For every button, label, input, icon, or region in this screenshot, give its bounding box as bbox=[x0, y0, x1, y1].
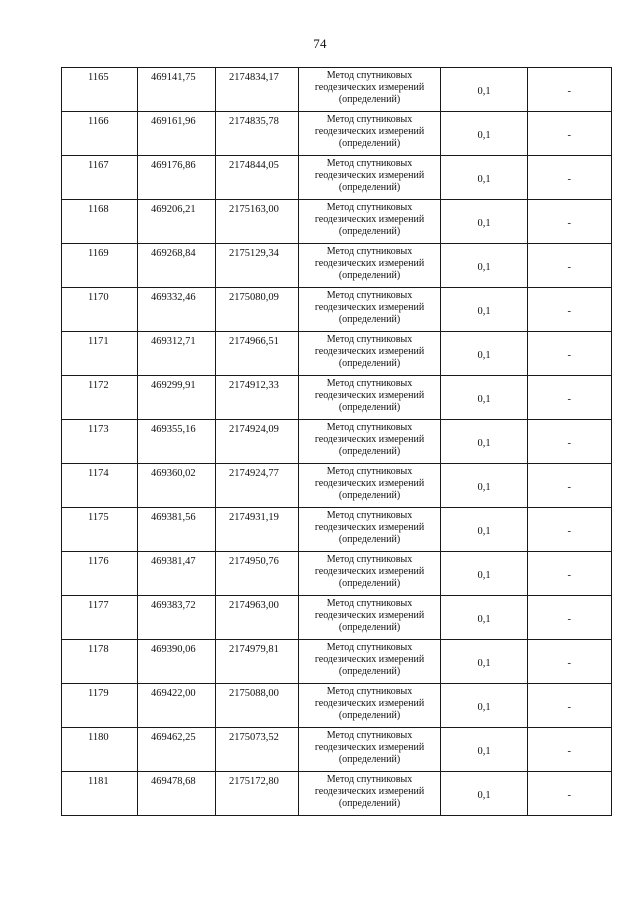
method-line: Метод спутниковых bbox=[326, 510, 413, 521]
method-cell bbox=[299, 640, 441, 684]
method-line: (определений) bbox=[338, 446, 401, 457]
method-line: Метод спутниковых bbox=[326, 378, 413, 389]
point-number-cell: 1180 bbox=[62, 728, 138, 772]
x-coordinate-cell: 469422,00 bbox=[138, 684, 216, 728]
point-number-cell: 1169 bbox=[62, 244, 138, 288]
description-cell: - bbox=[528, 772, 612, 816]
method-line: Метод спутниковых bbox=[326, 598, 413, 609]
x-coordinate-cell: 469478,68 bbox=[138, 772, 216, 816]
method-line: геодезических измерений bbox=[314, 170, 425, 181]
point-number-cell: 1171 bbox=[62, 332, 138, 376]
page-number: 74 bbox=[313, 36, 327, 51]
x-coordinate-cell: 469462,25 bbox=[138, 728, 216, 772]
method-line: геодезических измерений bbox=[314, 346, 425, 357]
description-cell: - bbox=[528, 68, 612, 112]
method-line: Метод спутниковых bbox=[326, 70, 413, 81]
y-coordinate-cell: 2174844,05 bbox=[216, 156, 299, 200]
y-coordinate-cell: 2174963,00 bbox=[216, 596, 299, 640]
method-cell bbox=[299, 596, 441, 640]
y-coordinate-cell: 2174931,19 bbox=[216, 508, 299, 552]
accuracy-cell: 0,1 bbox=[441, 640, 528, 684]
x-coordinate-cell: 469176,86 bbox=[138, 156, 216, 200]
description-cell: - bbox=[528, 464, 612, 508]
point-number-cell: 1170 bbox=[62, 288, 138, 332]
method-line: Метод спутниковых bbox=[326, 422, 413, 433]
method-cell bbox=[299, 332, 441, 376]
accuracy-cell: 0,1 bbox=[441, 420, 528, 464]
table-row bbox=[62, 552, 612, 596]
accuracy-cell: 0,1 bbox=[441, 464, 528, 508]
method-line: (определений) bbox=[338, 534, 401, 545]
accuracy-cell: 0,1 bbox=[441, 552, 528, 596]
accuracy-cell: 0,1 bbox=[441, 596, 528, 640]
x-coordinate-cell: 469161,96 bbox=[138, 112, 216, 156]
x-coordinate-cell: 469299,91 bbox=[138, 376, 216, 420]
method-cell bbox=[299, 68, 441, 112]
method-line: (определений) bbox=[338, 94, 401, 105]
method-cell bbox=[299, 288, 441, 332]
x-coordinate-cell: 469360,02 bbox=[138, 464, 216, 508]
method-cell bbox=[299, 772, 441, 816]
table-row bbox=[62, 508, 612, 552]
y-coordinate-cell: 2174835,78 bbox=[216, 112, 299, 156]
point-number-cell: 1167 bbox=[62, 156, 138, 200]
coordinates-table-body bbox=[62, 68, 612, 816]
x-coordinate-cell: 469390,06 bbox=[138, 640, 216, 684]
table-row bbox=[62, 156, 612, 200]
y-coordinate-cell: 2175088,00 bbox=[216, 684, 299, 728]
point-number-cell: 1181 bbox=[62, 772, 138, 816]
method-line: (определений) bbox=[338, 710, 401, 721]
description-cell: - bbox=[528, 508, 612, 552]
accuracy-cell: 0,1 bbox=[441, 156, 528, 200]
accuracy-cell: 0,1 bbox=[441, 332, 528, 376]
accuracy-cell: 0,1 bbox=[441, 772, 528, 816]
method-cell bbox=[299, 200, 441, 244]
y-coordinate-cell: 2174924,77 bbox=[216, 464, 299, 508]
description-cell: - bbox=[528, 376, 612, 420]
point-number-cell: 1166 bbox=[62, 112, 138, 156]
method-line: (определений) bbox=[338, 490, 401, 501]
point-number-cell: 1174 bbox=[62, 464, 138, 508]
method-line: геодезических измерений bbox=[314, 522, 425, 533]
description-cell: - bbox=[528, 640, 612, 684]
y-coordinate-cell: 2175172,80 bbox=[216, 772, 299, 816]
table-row bbox=[62, 640, 612, 684]
x-coordinate-cell: 469381,56 bbox=[138, 508, 216, 552]
method-line: Метод спутниковых bbox=[326, 158, 413, 169]
method-line: (определений) bbox=[338, 226, 401, 237]
method-line: Метод спутниковых bbox=[326, 554, 413, 565]
table-row bbox=[62, 596, 612, 640]
method-line: геодезических измерений bbox=[314, 126, 425, 137]
method-line: (определений) bbox=[338, 578, 401, 589]
point-number-cell: 1172 bbox=[62, 376, 138, 420]
description-cell: - bbox=[528, 596, 612, 640]
x-coordinate-cell: 469206,21 bbox=[138, 200, 216, 244]
table-row bbox=[62, 288, 612, 332]
accuracy-cell: 0,1 bbox=[441, 288, 528, 332]
method-line: геодезических измерений bbox=[314, 610, 425, 621]
method-line: (определений) bbox=[338, 402, 401, 413]
description-cell: - bbox=[528, 288, 612, 332]
method-line: Метод спутниковых bbox=[326, 202, 413, 213]
description-cell: - bbox=[528, 684, 612, 728]
point-number-cell: 1165 bbox=[62, 68, 138, 112]
method-line: геодезических измерений bbox=[314, 654, 425, 665]
method-line: геодезических измерений bbox=[314, 82, 425, 93]
description-cell: - bbox=[528, 156, 612, 200]
method-line: геодезических измерений bbox=[314, 566, 425, 577]
method-line: (определений) bbox=[338, 666, 401, 677]
y-coordinate-cell: 2174924,09 bbox=[216, 420, 299, 464]
point-number-cell: 1178 bbox=[62, 640, 138, 684]
accuracy-cell: 0,1 bbox=[441, 200, 528, 244]
method-line: (определений) bbox=[338, 358, 401, 369]
point-number-cell: 1179 bbox=[62, 684, 138, 728]
point-number-cell: 1177 bbox=[62, 596, 138, 640]
method-line: (определений) bbox=[338, 182, 401, 193]
description-cell: - bbox=[528, 200, 612, 244]
y-coordinate-cell: 2175129,34 bbox=[216, 244, 299, 288]
method-line: Метод спутниковых bbox=[326, 686, 413, 697]
method-line: (определений) bbox=[338, 754, 401, 765]
x-coordinate-cell: 469312,71 bbox=[138, 332, 216, 376]
x-coordinate-cell: 469381,47 bbox=[138, 552, 216, 596]
description-cell: - bbox=[528, 332, 612, 376]
point-number-cell: 1168 bbox=[62, 200, 138, 244]
method-cell bbox=[299, 728, 441, 772]
point-number-cell: 1173 bbox=[62, 420, 138, 464]
accuracy-cell: 0,1 bbox=[441, 684, 528, 728]
table-row bbox=[62, 112, 612, 156]
method-line: геодезических измерений bbox=[314, 478, 425, 489]
y-coordinate-cell: 2174979,81 bbox=[216, 640, 299, 684]
method-cell bbox=[299, 552, 441, 596]
method-line: (определений) bbox=[338, 138, 401, 149]
table-row bbox=[62, 376, 612, 420]
table-row bbox=[62, 728, 612, 772]
y-coordinate-cell: 2175080,09 bbox=[216, 288, 299, 332]
method-line: Метод спутниковых bbox=[326, 290, 413, 301]
x-coordinate-cell: 469383,72 bbox=[138, 596, 216, 640]
method-line: Метод спутниковых bbox=[326, 642, 413, 653]
method-line: (определений) bbox=[338, 314, 401, 325]
method-line: геодезических измерений bbox=[314, 786, 425, 797]
method-line: Метод спутниковых bbox=[326, 774, 413, 785]
description-cell: - bbox=[528, 244, 612, 288]
x-coordinate-cell: 469141,75 bbox=[138, 68, 216, 112]
method-line: геодезических измерений bbox=[314, 258, 425, 269]
x-coordinate-cell: 469268,84 bbox=[138, 244, 216, 288]
method-cell bbox=[299, 420, 441, 464]
table-row bbox=[62, 464, 612, 508]
x-coordinate-cell: 469332,46 bbox=[138, 288, 216, 332]
table-row bbox=[62, 772, 612, 816]
table-row bbox=[62, 244, 612, 288]
method-cell bbox=[299, 112, 441, 156]
description-cell: - bbox=[528, 552, 612, 596]
y-coordinate-cell: 2175073,52 bbox=[216, 728, 299, 772]
method-line: геодезических измерений bbox=[314, 302, 425, 313]
y-coordinate-cell: 2175163,00 bbox=[216, 200, 299, 244]
method-line: геодезических измерений bbox=[314, 390, 425, 401]
method-line: Метод спутниковых bbox=[326, 730, 413, 741]
method-cell bbox=[299, 376, 441, 420]
method-line: Метод спутниковых bbox=[326, 114, 413, 125]
accuracy-cell: 0,1 bbox=[441, 68, 528, 112]
y-coordinate-cell: 2174834,17 bbox=[216, 68, 299, 112]
method-cell bbox=[299, 684, 441, 728]
y-coordinate-cell: 2174966,51 bbox=[216, 332, 299, 376]
y-coordinate-cell: 2174950,76 bbox=[216, 552, 299, 596]
method-cell bbox=[299, 244, 441, 288]
y-coordinate-cell: 2174912,33 bbox=[216, 376, 299, 420]
method-line: геодезических измерений bbox=[314, 698, 425, 709]
method-cell bbox=[299, 464, 441, 508]
table-row bbox=[62, 200, 612, 244]
accuracy-cell: 0,1 bbox=[441, 244, 528, 288]
method-line: Метод спутниковых bbox=[326, 466, 413, 477]
accuracy-cell: 0,1 bbox=[441, 376, 528, 420]
description-cell: - bbox=[528, 112, 612, 156]
method-cell bbox=[299, 508, 441, 552]
method-line: Метод спутниковых bbox=[326, 246, 413, 257]
description-cell: - bbox=[528, 420, 612, 464]
accuracy-cell: 0,1 bbox=[441, 508, 528, 552]
table-row bbox=[62, 68, 612, 112]
method-cell bbox=[299, 156, 441, 200]
accuracy-cell: 0,1 bbox=[441, 728, 528, 772]
table-row bbox=[62, 332, 612, 376]
point-number-cell: 1176 bbox=[62, 552, 138, 596]
description-cell: - bbox=[528, 728, 612, 772]
method-line: (определений) bbox=[338, 270, 401, 281]
method-line: геодезических измерений bbox=[314, 214, 425, 225]
table-row bbox=[62, 420, 612, 464]
table-row bbox=[62, 684, 612, 728]
method-line: (определений) bbox=[338, 798, 401, 809]
method-line: Метод спутниковых bbox=[326, 334, 413, 345]
method-line: (определений) bbox=[338, 622, 401, 633]
method-line: геодезических измерений bbox=[314, 434, 425, 445]
x-coordinate-cell: 469355,16 bbox=[138, 420, 216, 464]
point-number-cell: 1175 bbox=[62, 508, 138, 552]
accuracy-cell: 0,1 bbox=[441, 112, 528, 156]
method-line: геодезических измерений bbox=[314, 742, 425, 753]
coordinates-table bbox=[61, 67, 612, 816]
